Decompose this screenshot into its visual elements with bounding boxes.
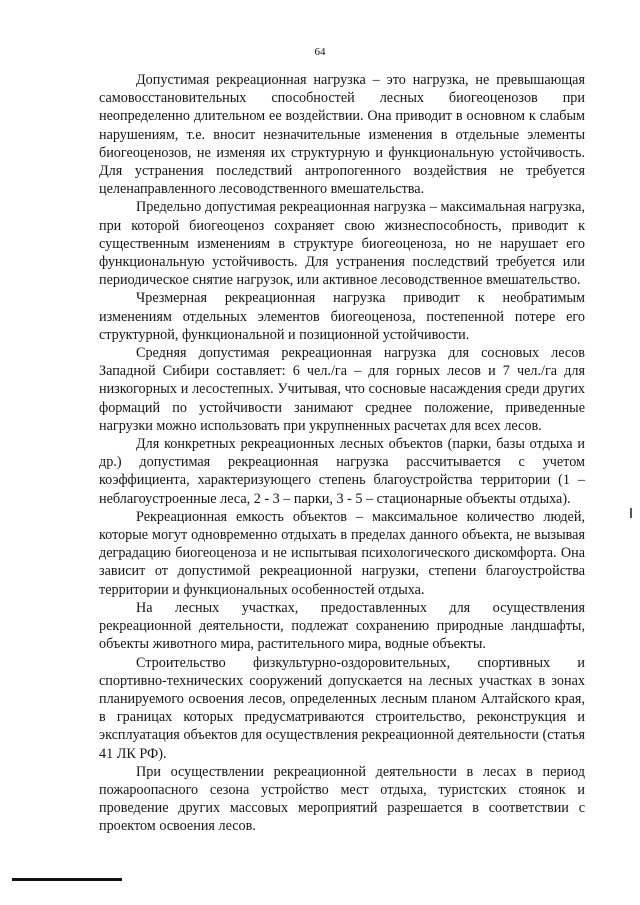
body-text: [99, 71, 585, 836]
paragraph-average-load: Средняя допустимая рекреационная нагрузка для сосновых лесов Западной Сибири составляет: 6 чел./га – для горных лесов и 7 чел./га для низкогорных и лесостепных. Учитывая, что сосновые насаждения среди других формаций по устойчивости занимают среднее положение, приведенные нагрузки можно использовать при укрупненных расчетах для всех лесов.: [99, 345, 585, 434]
paragraph-permissible-load: Допустимая рекреационная нагрузка – это нагрузка, не превышающая самовосстановительных способностей лесных биогеоценозов при неопределенно длительном ее воздействии. Она приводит в основном к слабым нарушениям, т.е. вносит незначительные изменения в отдельные элементы биогеоценозов, не изменяя их структурную и функциональную устойчивость. Для устранения последствий антропогенного воздействия не требуется целенаправленного лесоводственного вмешательства.: [99, 72, 585, 198]
footer-rule: [12, 878, 122, 881]
paragraph-preservation: На лесных участках, предоставленных для осуществления рекреационной деятельности, подлежат сохранению природные ландшафты, объекты животного мира, растительного мира, водные объекты.: [99, 599, 585, 653]
paragraph-maximum-permissible-load: Предельно допустимая рекреационная нагрузка – максимальная нагрузка, при которой биогеоценоз сохраняет свою жизнеспособность, приводит к существенным изменениям в структуре биогеоценоза, но не нарушает его функциональную устойчивость. Для устранения последствий требуется или периодическое снятие нагрузок, или активное лесоводственное вмешательство.: [99, 199, 585, 289]
page-number: 64: [314, 46, 326, 58]
paragraph-excessive-load: Чрезмерная рекреационная нагрузка приводит к необратимым изменениям отдельных элементов биогеоценоза, постепенной потере его структурной, функциональной и позиционной устойчивости.: [99, 290, 585, 343]
scan-edge-mark: [630, 508, 632, 518]
paragraph-recreational-capacity: Рекреационная емкость объектов – максимальное количество людей, которые могут одновременно отдыхать в пределах данного объекта, не вызывая деградацию биогеоценоза и не испытывая психологического дискомфорта. Она зависит от допустимой рекреационной нагрузки, степени благоустройства территории и функциональных особенностей отдыха.: [99, 508, 585, 598]
paragraph-specific-objects: Для конкретных рекреационных лесных объектов (парки, базы отдыха и др.) допустимая рекреационная нагрузка рассчитывается с учетом коэффициента, характеризующего степень благоустройства территории (1 – неблагоустроенные леса, 2 - 3 – парки, 3 - 5 – стационарные объекты отдыха).: [99, 436, 585, 507]
paragraph-construction: Строительство физкультурно-оздоровительных, спортивных и спортивно-технических сооружений допускается на лесных участках в зонах планируемого освоения лесов, определенных лесным планом Алтайского края, в границах которых предусматриваются строительство, реконструкция и эксплуатация объектов для осуществления рекреационной деятельности (статья 41 ЛК РФ).: [99, 654, 585, 762]
paragraph-fire-season: При осуществлении рекреационной деятельности в лесах в период пожароопасного сезона устройство мест отдыха, туристских стоянок и проведение других массовых мероприятий разрешается в соответствии с проектом освоения лесов.: [99, 763, 585, 835]
